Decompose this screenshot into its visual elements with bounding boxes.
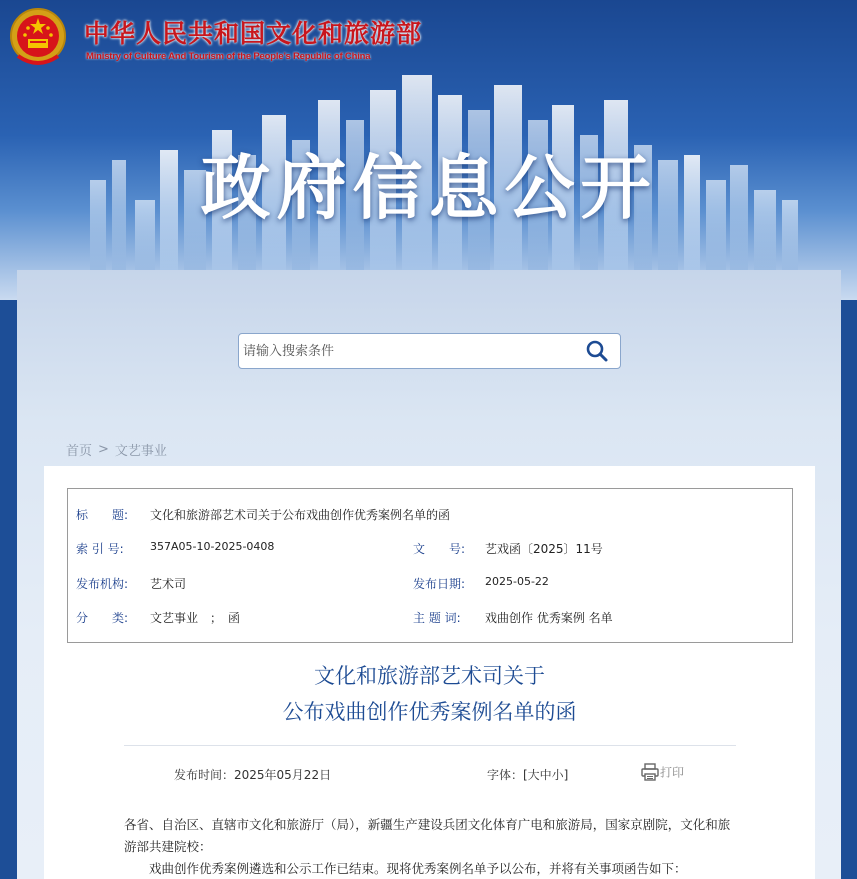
breadcrumb xyxy=(66,440,167,459)
meta-title-value: 文化和旅游部艺术司关于公布戏曲创作优秀案例名单的函 xyxy=(150,508,451,522)
metadata-row-index xyxy=(68,540,792,560)
meta-docno-value: 艺戏函〔2025〕11号 xyxy=(485,542,603,556)
site-title[interactable]: 中华人民共和国文化和旅游部 xyxy=(84,19,423,48)
meta-category-label: 分 类: xyxy=(76,611,129,625)
breadcrumb-current-link[interactable]: 文艺事业 xyxy=(114,444,167,459)
article-content xyxy=(44,466,815,879)
header-banner xyxy=(0,0,857,300)
national-emblem-logo[interactable] xyxy=(8,6,68,70)
breadcrumb-separator: > xyxy=(98,442,109,457)
breadcrumb-home-link[interactable]: 首页 xyxy=(66,444,93,459)
printer-icon xyxy=(640,762,660,782)
meta-keywords-value: 戏曲创作 优秀案例 名单 xyxy=(485,611,613,625)
article-title-line-1: 文化和旅游部艺术司关于 xyxy=(314,664,545,688)
meta-keywords-label: 主 题 词: xyxy=(413,611,461,625)
search-icon xyxy=(585,339,609,363)
meta-category-value: 文艺事业 ； 函 xyxy=(150,611,241,625)
body-paragraph-1: 各省、自治区、直辖市文化和旅游厅（局），新疆生产建设兵团文化体育广电和旅游局，国家京剧院，文化和旅游部共建院校： xyxy=(124,817,731,854)
meta-index-value: 357A05-10-2025-0408 xyxy=(150,540,275,553)
search-button[interactable] xyxy=(584,339,610,365)
print-button[interactable] xyxy=(640,762,684,784)
meta-org-label: 发布机构: xyxy=(76,577,129,591)
publish-time: 发布时间：2025年05月22日 xyxy=(174,768,332,782)
metadata-row-title xyxy=(68,506,792,526)
title-divider xyxy=(124,745,736,746)
body-paragraph-2: 戏曲创作优秀案例遴选和公示工作已结束。现将优秀案例名单予以公布，并将有关事项函告如下： xyxy=(124,861,687,876)
font-size-control[interactable]: 字体：[大中小] xyxy=(487,768,569,782)
meta-title-label: 标 题: xyxy=(76,508,129,522)
metadata-row-org xyxy=(68,575,792,595)
search-input[interactable] xyxy=(243,338,573,364)
site-title-english: Ministry of Culture And Tourism of the People’s Republic of China xyxy=(86,51,371,62)
metadata-table xyxy=(67,488,793,643)
meta-date-value: 2025-05-22 xyxy=(485,575,549,588)
print-label: 打印 xyxy=(660,765,685,780)
meta-index-label: 索 引 号: xyxy=(76,542,124,556)
article-title-line-2: 公布戏曲创作优秀案例名单的函 xyxy=(282,700,577,724)
metadata-row-category xyxy=(68,609,792,629)
meta-date-label: 发布日期: xyxy=(413,577,466,591)
banner-heading: 政府信息公开 xyxy=(200,147,657,229)
meta-docno-label: 文 号: xyxy=(413,542,466,556)
meta-org-value: 艺术司 xyxy=(150,577,187,591)
search-box xyxy=(238,333,621,369)
